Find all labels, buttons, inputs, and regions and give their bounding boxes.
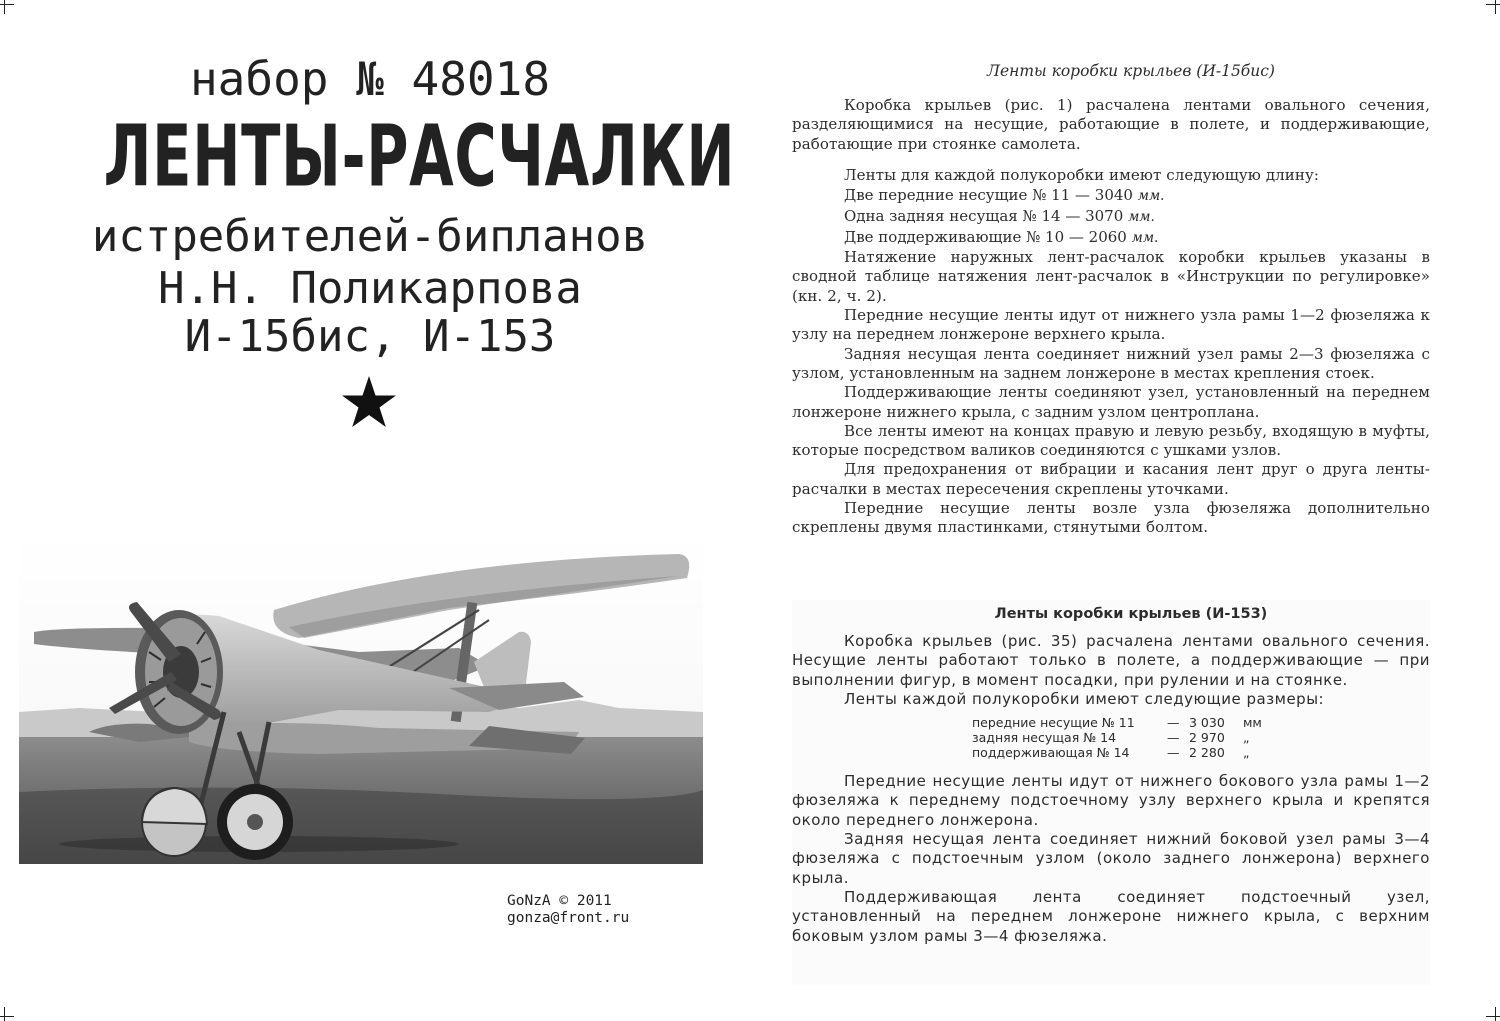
length-row: Одна задняя несущая № 14 — 3070 мм. — [844, 207, 1155, 226]
paragraph: Натяжение наружных лент-расчалок коробки крыльев указаны в сводной таблице натяжения лент-расчалок в «Инструкции по регулировке» (кн. 2, ч. 2). — [792, 248, 1430, 305]
subtitle-line-3: И-15бис, И-153 — [184, 311, 556, 362]
paragraph: Передние несущие ленты идут от нижнего узла рамы 1—2 фюзеляжа к узлу на переднем лонжероне верхнего крыла. — [792, 306, 1430, 344]
size-row: задняя несущая № 14 — 2 970 „ — [972, 730, 1250, 746]
section-heading-i153: Ленты коробки крыльев (И-153) — [994, 606, 1268, 622]
credit-copyright: GoNzA © 2011 — [507, 893, 612, 909]
paragraph-intro: Коробка крыльев (рис. 1) расчалена лентами овального сечения, разделяющимися на несущие, работающие в полете, и поддерживающие, работающие при стоянке самолета. — [792, 96, 1430, 153]
credit-email: gonza@front.ru — [507, 910, 630, 926]
sizes-intro: Ленты каждой полукоробки имеют следующие размеры: — [844, 689, 1325, 708]
size-row: передние несущие № 11 — 3 030 мм — [972, 715, 1262, 731]
paragraph: Передние несущие ленты идут от нижнего бокового узла рамы 1—2 фюзеляжа к переднему подстоечному узлу верхнего крыла и крепятся около переднего лонжерона. — [792, 772, 1430, 829]
biplane-photo — [19, 532, 703, 864]
subtitle-line-2: Н.Н. Поликарпова — [158, 263, 582, 314]
paragraph-intro: Коробка крыльев (рис. 35) расчалена лентами овального сечения. Несущие ленты работают только в полете, а поддерживающие — при выполнении фигур, в момент посадки, при рулении и на стоянке. — [792, 632, 1430, 689]
paragraph: Все ленты имеют на концах правую и левую резьбу, входящую в муфты, которые посредством валиков соединяются с ушками узлов. — [792, 421, 1430, 460]
paragraph: Передние несущие ленты возле узла фюзеляжа дополнительно скреплены двумя пластинками, стянутыми болтом. — [792, 499, 1430, 537]
subtitle-line-1: истребителей-бипланов — [91, 211, 649, 262]
paragraph: Задняя несущая лента соединяет нижний узел рамы 2—3 фюзеляжа с узлом, установленным на заднем лонжероне в местах крепления стоек. — [792, 344, 1430, 382]
sizes-table — [972, 715, 1430, 760]
main-title: ЛЕНТЫ-РАСЧАЛКИ — [103, 107, 736, 206]
length-row: Две передние несущие № 11 — 3040 мм. — [844, 186, 1165, 205]
paragraph: Поддерживающие ленты соединяют узел, установленный на переднем лонжероне нижнего крыла, с задним узлом центроплана. — [792, 383, 1430, 421]
credit — [507, 893, 629, 927]
paragraph: Задняя несущая лента соединяет нижний боковой узел рамы 3—4 фюзеляжа с подстоечным узлом (около заднего лонжерона) верхнего крыла. — [792, 830, 1430, 887]
scan-i153-section — [792, 600, 1430, 985]
length-row: Две поддерживающие № 10 — 2060 мм. — [844, 228, 1159, 247]
scan-i15bis-section — [792, 62, 1430, 582]
lengths-intro: Ленты для каждой полукоробки имеют следующую длину: — [844, 165, 1320, 184]
kit-number: набор № 48018 — [189, 52, 551, 106]
star-icon — [340, 375, 398, 429]
paragraph: Для предохранения от вибрации и касания лент друг о друга ленты-расчалки в местах пересечения скреплены уточками. — [792, 460, 1430, 498]
lengths-list — [792, 185, 1430, 248]
section-heading-i15bis: Ленты коробки крыльев (И-15бис) — [987, 62, 1275, 80]
cover-page — [0, 0, 740, 1021]
paragraph: Поддерживающая лента соединяет подстоечный узел, установленный на переднем лонжероне нижнего крыла, с верхним боковым узлом рамы 3—4 фюзеляжа. — [792, 887, 1430, 945]
size-row: поддерживающая № 14 — 2 280 „ — [972, 745, 1250, 761]
